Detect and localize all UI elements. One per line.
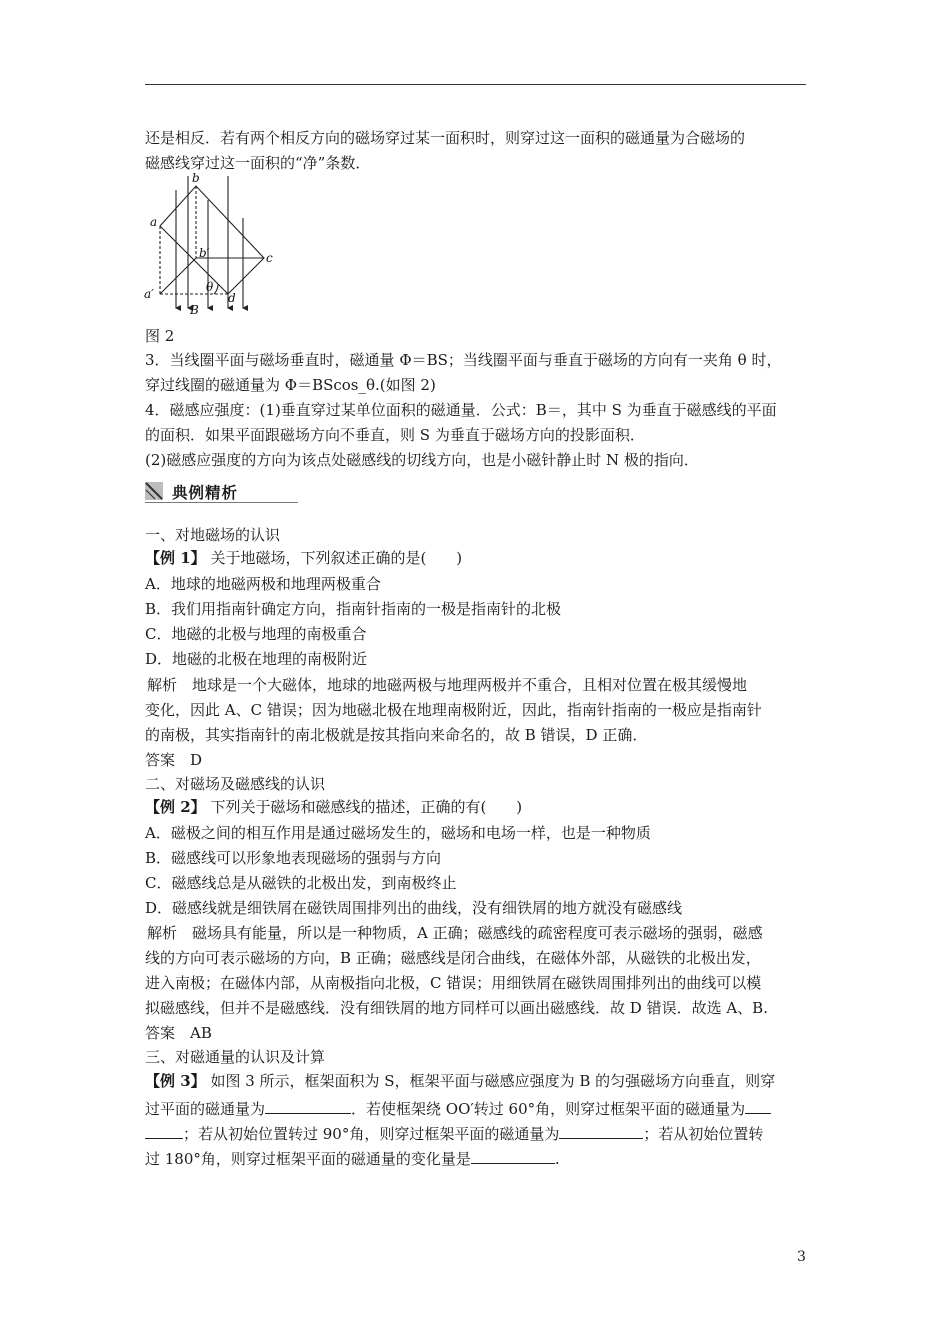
example-2-analysis-2: 线的方向可表示磁场的方向，B 正确；磁感线是闭合曲线，在磁体外部，从磁铁的北极出发， [145, 949, 761, 967]
example-2-option-a: A．磁极之间的相互作用是通过磁场发生的，磁场和电场一样，也是一种物质 [145, 824, 651, 842]
example-3-text-4b: . [554, 1150, 560, 1168]
section-title: 典例精析 [172, 484, 239, 502]
example-3-line-1 [145, 1071, 775, 1091]
section-header [145, 480, 300, 506]
part2-heading: 二、对磁场及磁感线的认识 [145, 775, 326, 793]
point-3-line-1: 3．当线圈平面与磁场垂直时，磁通量 Φ＝BS；当线圈平面与垂直于磁场的方向有一夹角 θ 时， [145, 351, 782, 369]
header-rule [145, 84, 806, 85]
example-2-analysis-1: 解析 磁场具有能量，所以是一种物质，A 正确；磁感线的疏密程度可表示磁场的强弱，磁感 [147, 924, 763, 942]
intro-line-1: 还是相反．若有两个相反方向的磁场穿过某一面积时，则穿过这一面积的磁通量为合磁场的 [145, 129, 746, 147]
example-3-text-3b: ；若从初始位置转过 90°角，则穿过框架平面的磁通量为 [183, 1125, 560, 1143]
example-2-text: 下列关于磁场和磁感线的描述，正确的有( ) [210, 798, 523, 816]
example-2-option-c: C．磁感线总是从磁铁的北极出发，到南极终止 [145, 874, 457, 892]
example-3-text-3c: ；若从初始位置转 [643, 1125, 764, 1143]
example-3-label: 【例 3】 [145, 1072, 206, 1090]
example-1-question [145, 548, 462, 568]
point-4-line-3: (2)磁感应强度的方向为该点处磁感线的切线方向，也是小磁针静止时 N 极的指向． [145, 451, 699, 469]
label-theta: θ [206, 280, 214, 294]
answer-blank-1[interactable] [265, 1099, 351, 1114]
label-a: a [150, 215, 158, 229]
example-2-option-b: B．磁感线可以形象地表现磁场的强弱与方向 [145, 849, 442, 867]
example-2-answer: 答案 AB [145, 1024, 212, 1042]
example-3-text-2a: 过平面的磁通量为 [145, 1100, 266, 1118]
example-1-text: 关于地磁场，下列叙述正确的是( ) [210, 549, 463, 567]
example-1-analysis-2: 变化，因此 A、C 错误；因为地磁北极在地理南极附近，因此，指南针指南的一极应是指南针 [145, 701, 762, 719]
figure-2-diagram [140, 170, 290, 324]
magnetic-flux-diagram [140, 170, 290, 320]
example-3-line-3 [145, 1124, 763, 1144]
example-3-text-4a: 过 180°角，则穿过框架平面的磁通量的变化量是 [145, 1150, 471, 1168]
example-3-line-4 [145, 1149, 560, 1169]
label-c: c [266, 251, 273, 265]
label-B: B [190, 303, 199, 317]
example-1-label: 【例 1】 [145, 549, 206, 567]
label-b-prime: b′ [199, 246, 210, 260]
example-2-label: 【例 2】 [145, 798, 206, 816]
example-3-text-2b: ．若使框架绕 OO′转过 60°角，则穿过框架平面的磁通量为 [351, 1100, 746, 1118]
example-1-option-c: C．地磁的北极与地理的南极重合 [145, 625, 367, 643]
example-2-analysis-4: 拟磁感线，但并不是磁感线．没有细铁屑的地方同样可以画出磁感线．故 D 错误．故选 A、B. [145, 999, 768, 1017]
answer-blank-4[interactable] [471, 1149, 555, 1164]
point-4-line-2: 的面积．如果平面跟磁场方向不垂直，则 S 为垂直于磁场方向的投影面积． [145, 426, 645, 444]
example-1-option-a: A．地球的地磁两极和地理两极重合 [145, 575, 381, 593]
point-3-line-2: 穿过线圈的磁通量为 Φ＝BScos_θ.(如图 2) [145, 376, 436, 394]
page-number: 3 [797, 1249, 806, 1265]
point-4-line-1: 4．磁感应强度：(1)垂直穿过某单位面积的磁通量．公式：B＝，其中 S 为垂直于磁感线的平面 [145, 401, 777, 419]
example-2-option-d: D．磁感线就是细铁屑在磁铁周围排列出的曲线，没有细铁屑的地方就没有磁感线 [145, 899, 683, 917]
section-underline [145, 502, 298, 503]
answer-blank-3[interactable] [559, 1124, 643, 1139]
example-1-option-b: B．我们用指南针确定方向，指南针指南的一极是指南针的北极 [145, 600, 562, 618]
section-marker-icon [145, 482, 163, 500]
intro-line-2: 磁感线穿过这一面积的“净”条数． [145, 154, 371, 172]
example-1-option-d: D．地磁的北极在地理的南极附近 [145, 650, 368, 668]
part1-heading: 一、对地磁场的认识 [145, 526, 281, 544]
answer-blank-2a[interactable] [745, 1099, 771, 1114]
example-3-text-1: 如图 3 所示，框架面积为 S，框架平面与磁感应强度为 B 的匀强磁场方向垂直，则穿 [210, 1072, 776, 1090]
part3-heading: 三、对磁通量的认识及计算 [145, 1048, 326, 1066]
example-3-line-2 [145, 1099, 771, 1119]
example-2-analysis-3: 进入南极；在磁体内部，从南极指向北极，C 错误；用细铁屑在磁铁周围排列出的曲线可以模 [145, 974, 762, 992]
example-2-question [145, 797, 522, 817]
example-1-answer: 答案 D [145, 751, 203, 769]
label-b: b [192, 171, 200, 185]
figure-2-caption: 图 2 [145, 327, 175, 345]
example-1-analysis-1: 解析 地球是一个大磁体，地球的地磁两极与地理两极并不重合，且相对位置在极其缓慢地 [147, 676, 748, 694]
answer-blank-2b[interactable] [145, 1124, 183, 1139]
example-1-analysis-3: 的南极，其实指南针的南北极就是按其指向来命名的，故 B 错误，D 正确． [145, 726, 648, 744]
label-d: d [228, 291, 236, 305]
label-a-prime: a′ [144, 287, 154, 301]
